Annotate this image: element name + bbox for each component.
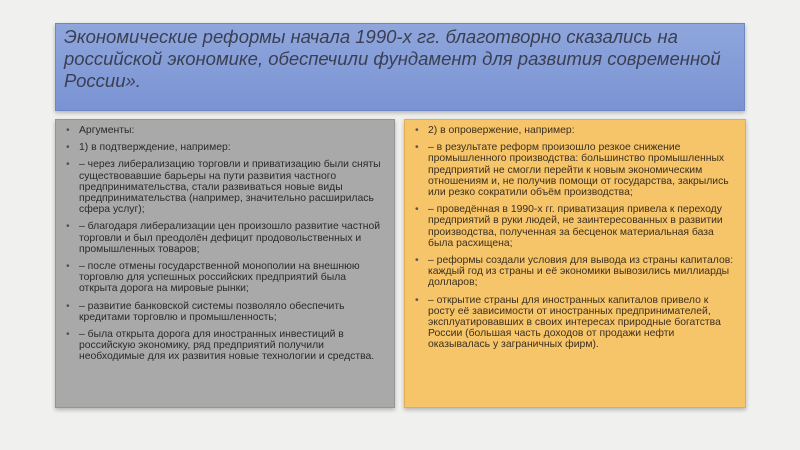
list-item: • Аргументы: [66,125,386,136]
list-item: • – после отмены государственной монополии на внешнюю торговлю для успешных российских предприятий была открыта дорога на мировые рынки; [66,261,386,295]
list-item: • – реформы создали условия для вывода из страны капиталов: каждый год из страны и её экономики вывозились миллиарды долларов; [415,255,737,289]
list-item: • – через либерализацию торговли и приватизацию были сняты существовавшие барьеры на пути развития частного предпринимательства, стали развиваться новые виды предпринимательства (например, значительно расширилась сфера услуг); [66,159,386,215]
arguments-against-panel [404,119,746,408]
arguments-for-list [66,125,386,363]
arguments-for-panel [55,119,395,408]
list-item: • 2) в опровержение, например: [415,125,737,136]
list-item: • – открытие страны для иностранных капиталов привело к росту её зависимости от иностранных предпринимателей, эксплуатировавших в своих интересах природные богатства России (большая часть доходов от продажи нефти оказывалась у заграничных фирм). [415,295,737,351]
list-item: • – в результате реформ произошло резкое снижение промышленного производства: большинство промышленных предприятий не смогли перейти к новым экономическим отношениям и, не получив помощи от государства, закрылись или резко сократили объём производства; [415,142,737,198]
list-item: • – была открыта дорога для иностранных инвестиций в российскую экономику, ряд предприятий получили необходимые для их развития новые технологии и средства. [66,329,386,363]
list-item: • 1) в подтверждение, например: [66,142,386,153]
slide-title-box [55,23,745,111]
arguments-against-list [415,125,737,351]
list-item: • – благодаря либерализации цен произошло развитие частной торговли и был преодолён дефицит продовольственных и промышленных товаров; [66,221,386,255]
list-item: • – развитие банковской системы позволяло обеспечить кредитами торговлю и промышленность; [66,301,386,323]
slide-title: Экономические реформы начала 1990-х гг. благотворно сказались на российской экономике, обеспечили фундамент для развития современной России». [64,26,721,91]
list-item: • – проведённая в 1990-х гг. приватизация привела к переходу предприятий в руки людей, не заинтересованных в развитии производства, полученная за бесценок материальная база была расхищена; [415,204,737,249]
